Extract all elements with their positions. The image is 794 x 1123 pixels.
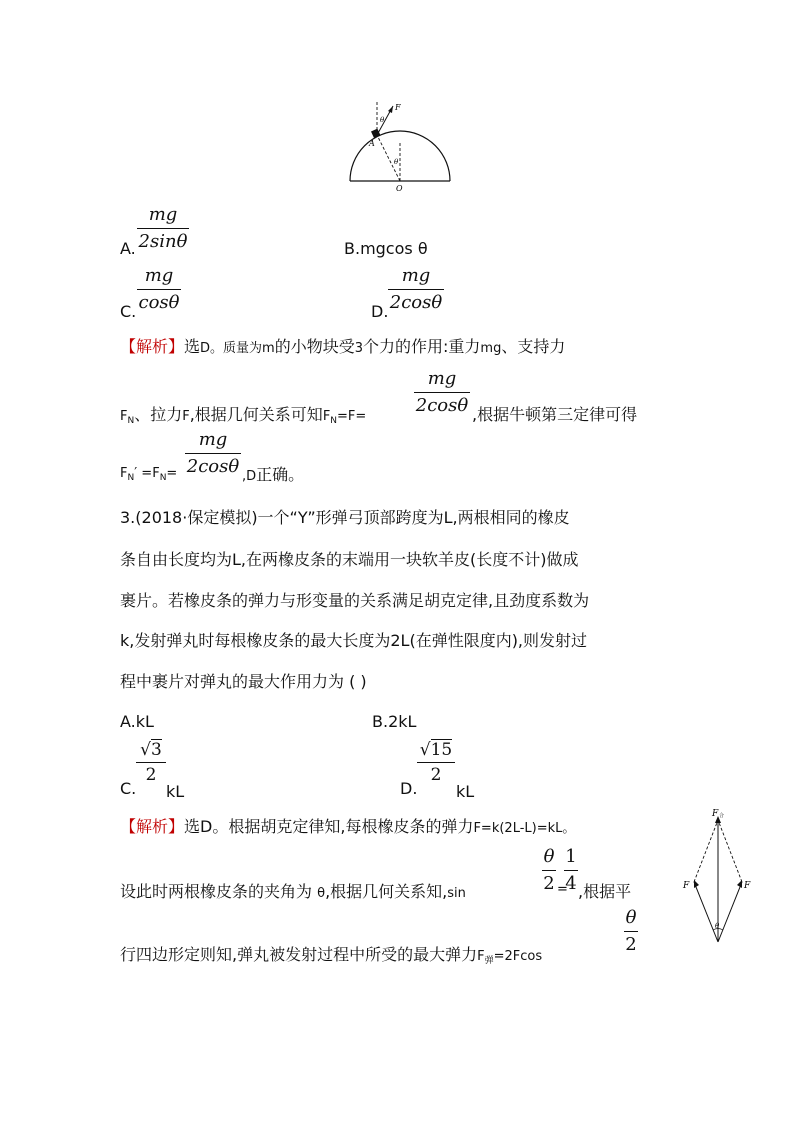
q3-option-d-prefix: D. (400, 779, 418, 798)
text: ,根据几何关系知, (325, 882, 448, 901)
q3-analysis-line2 (120, 879, 466, 902)
option-a-num: mg (148, 204, 178, 225)
text: 个力的作用:重力 (363, 337, 481, 356)
fraction-den: 2 (625, 934, 637, 955)
fraction-num: mg (427, 368, 457, 389)
q2-analysis-line2 (120, 402, 366, 425)
fraction-den: 2cosθ (415, 395, 469, 416)
analysis-tag: 【解析】 (120, 337, 185, 356)
q3-stem-line3: 裹片。若橡皮条的弹力与形变量的关系满足胡克定律,且劲度系数为 (120, 591, 590, 610)
fraction-den: 2 (145, 765, 157, 785)
text: F (120, 409, 128, 424)
q3-option-c-prefix: C. (120, 779, 137, 798)
text: 的小物块受 (274, 337, 355, 356)
text: 正确。 (256, 465, 305, 484)
q3-option-d-fraction: √15 2 (417, 740, 455, 785)
q3-stem-line4: k,发射弹丸时每根橡皮条的最大长度为2L(在弹性限度内),则发射过 (120, 631, 588, 650)
text: ,D (242, 469, 257, 484)
q3-option-d-suffix: kL (456, 782, 475, 801)
text: 设此时两根橡皮条的夹角为 (120, 882, 313, 901)
option-c-fraction (137, 265, 181, 314)
option-a-prefix: A. (120, 239, 136, 258)
subscript: N (127, 416, 135, 426)
text: F (120, 466, 128, 481)
option-c-num: mg (144, 265, 174, 286)
q2-analysis-line1 (120, 334, 565, 357)
subscript: N (127, 473, 135, 483)
option-a-fraction (137, 204, 189, 253)
fig-label-theta-top: θ (380, 116, 385, 124)
radicand: 3 (151, 740, 162, 760)
q3-stem-line5: 程中裹片对弹丸的最大作用力为 ( ) (120, 672, 367, 691)
option-d-den: 2cosθ (389, 292, 443, 313)
q2-analysis-line3-end (242, 462, 304, 485)
text: D。根据胡克定律知,每根橡皮条的弹力 (200, 817, 474, 836)
analysis-tag: 【解析】 (120, 817, 185, 836)
fig-label-o: O (396, 184, 403, 193)
q3-option-c-suffix: kL (166, 782, 185, 801)
text: 3 (354, 341, 364, 356)
text: F=k(2L-L)=kL。 (473, 821, 576, 836)
fig-label-theta: θ (715, 922, 720, 930)
fraction-den: 2 (430, 765, 442, 785)
text: ,根据平 (578, 882, 632, 901)
text: m (262, 341, 275, 356)
option-c-den: cosθ (138, 292, 180, 313)
text: 、拉力 (134, 405, 183, 424)
q3-stem-line1: 3.(2018·保定模拟)一个“Y”形弹弓顶部跨度为L,两根相同的橡皮 (120, 508, 570, 527)
fig-label-f-left: F (683, 881, 690, 891)
force-parallelogram-figure (680, 806, 760, 948)
q2-fn-fraction (414, 368, 470, 417)
text: =2Fcos (493, 949, 543, 964)
fraction-den: 2cosθ (186, 456, 240, 477)
text: θ (317, 886, 326, 901)
radicand: 15 (430, 740, 453, 760)
text: F (322, 409, 331, 424)
text: D。质量为 (200, 341, 263, 356)
subscript: 弹 (484, 956, 494, 966)
fig-label-theta-center: θ (394, 158, 399, 166)
q3-option-a: A.kL (120, 712, 154, 731)
q3-sin-frac-2 (564, 846, 578, 895)
q2-fn-prime-fraction (185, 429, 241, 478)
q3-stem-line2: 条自由长度均为L,在两橡皮条的末端用一块软羊皮(长度不计)做成 (120, 550, 579, 569)
subscript: N (159, 473, 167, 483)
fraction-num: θ (625, 907, 637, 928)
fig-label-a: A (369, 139, 375, 148)
semicircle-figure (340, 98, 460, 198)
text: F (182, 409, 190, 424)
fig-label-f: F (395, 103, 401, 112)
text: ,根据牛顿第三定律可得 (472, 405, 638, 424)
q3-cos-frac (624, 907, 638, 956)
option-c-prefix: C. (120, 302, 137, 321)
text: ,根据几何关系可知 (189, 405, 323, 424)
option-d-num: mg (401, 265, 431, 286)
q3-option-b: B.2kL (372, 712, 417, 731)
text: 选 (184, 817, 201, 836)
option-d-prefix: D. (371, 302, 389, 321)
text: ′ =F (134, 466, 160, 481)
q3-sin-frac-1 (542, 846, 556, 895)
text: 选 (184, 337, 201, 356)
fraction-num: mg (198, 429, 228, 450)
fraction-den: 4 (565, 873, 577, 894)
q3-analysis-line1 (120, 814, 575, 837)
subscript: N (330, 416, 338, 426)
option-b: B.mgcos θ (344, 239, 428, 258)
text: 行四边形定则知,弹丸被发射过程中所受的最大弹力 (120, 945, 478, 964)
text: F (477, 949, 485, 964)
q3-analysis-line3 (120, 942, 542, 965)
fig-label-f-resultant: F (712, 809, 719, 819)
q3-option-c-fraction: √3 2 (136, 740, 166, 785)
text: sin (447, 886, 466, 901)
text: = (557, 882, 568, 897)
option-d-fraction (388, 265, 444, 314)
text: mg (480, 341, 502, 356)
fig-label-f-right: F (744, 881, 751, 891)
fraction-den: 2 (543, 873, 555, 894)
fraction-num: θ (543, 846, 555, 867)
option-a-den: 2sinθ (138, 231, 188, 252)
q2-analysis-line3 (120, 462, 177, 481)
text: = (166, 466, 178, 481)
text: =F= (337, 409, 367, 424)
fig-label-f-resultant-sub: 合 (719, 813, 725, 819)
fraction-num: 1 (565, 846, 577, 867)
text: 、支持力 (501, 337, 566, 356)
